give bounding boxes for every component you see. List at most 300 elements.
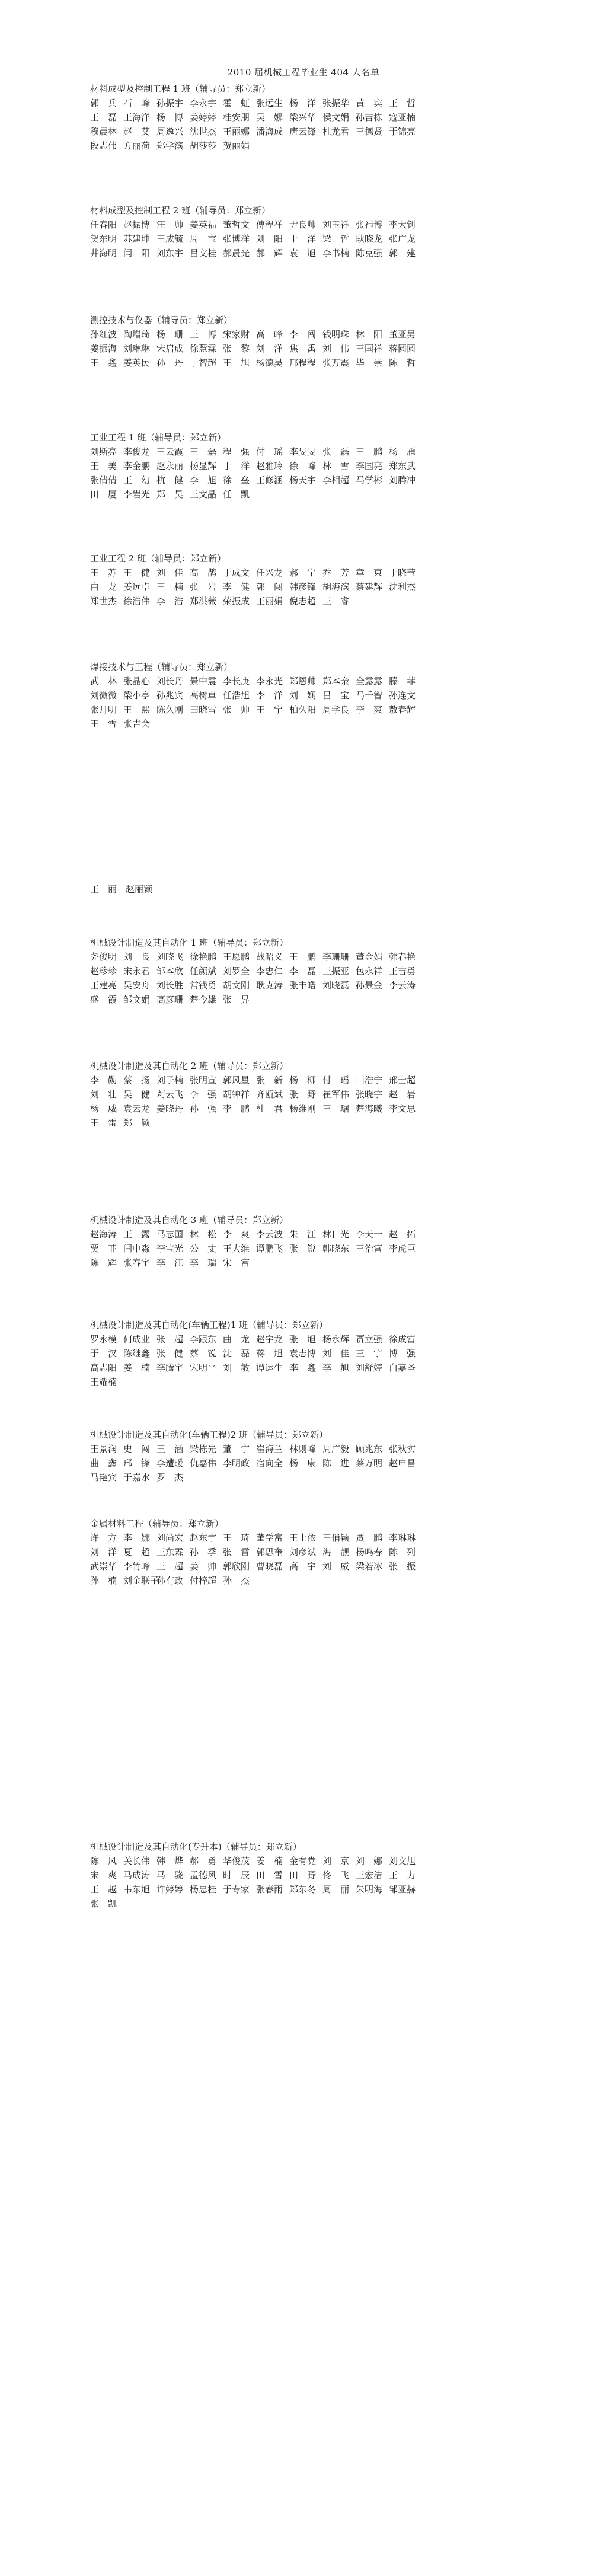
section-heading: 焊接技术与工程（辅导员：郑立新）	[90, 662, 233, 672]
student-name: 李虎臣	[389, 1243, 416, 1254]
student-name: 韩春艳	[389, 952, 416, 962]
student-name: 付 瑶	[256, 446, 283, 457]
document-title: 2010 届机械工程毕业生 404 人名单	[227, 67, 380, 78]
student-name: 章 東	[356, 567, 383, 578]
student-name: 敖春辉	[389, 704, 416, 715]
student-name: 周 宝	[190, 234, 217, 244]
student-name: 陈继鑫	[123, 1348, 151, 1359]
student-name: 王 力	[389, 1870, 416, 1881]
student-name: 王 熙	[123, 704, 151, 715]
student-name: 李云涛	[389, 980, 416, 991]
student-name: 刘 娜	[356, 1856, 383, 1866]
student-name: 张祎博	[356, 219, 383, 230]
student-name: 刘罗全	[223, 966, 250, 976]
student-name: 赵宇龙	[256, 1334, 283, 1345]
student-name: 刘金联子	[123, 1575, 159, 1586]
student-name: 郭欣刚	[223, 1561, 250, 1572]
student-name: 于 洋	[223, 461, 250, 471]
student-name: 刘 阳	[256, 234, 283, 244]
name-grid	[90, 951, 422, 1005]
student-name: 段志伟	[90, 141, 117, 151]
student-name: 沈世杰	[190, 126, 217, 137]
student-name: 郭 闯	[256, 582, 283, 592]
student-name: 邢程程	[289, 357, 317, 368]
student-name: 黄 宾	[356, 98, 383, 108]
student-name: 田 野	[289, 1870, 317, 1881]
name-grid	[90, 1074, 422, 1129]
student-name: 刘东宇	[156, 248, 184, 258]
student-name: 吕 宝	[322, 690, 350, 701]
student-name: 郝 宁	[289, 567, 317, 578]
student-name: 李 江	[156, 1257, 184, 1268]
student-name: 王 幻	[123, 475, 151, 486]
student-name: 杜龙君	[322, 126, 350, 137]
student-name: 任春阳	[90, 219, 117, 230]
student-name: 谭鹏飞	[256, 1243, 283, 1254]
student-name: 刘斯亮	[90, 446, 117, 457]
student-name: 王 琚	[322, 1103, 350, 1114]
student-name: 柏久阳	[289, 704, 317, 715]
student-name: 常钱勇	[190, 980, 217, 991]
student-name: 田 雪	[256, 1870, 283, 1881]
section-heading: 材料成型及控制工程 2 班（辅导员：郑立新）	[90, 205, 271, 216]
student-name: 张 锐	[289, 1243, 317, 1254]
student-name: 梁小亭	[123, 690, 151, 701]
section-heading: 机械设计制造及其自动化 3 班（辅导员：郑立新）	[90, 1215, 289, 1225]
student-name: 王 旭	[223, 357, 250, 368]
name-grid	[90, 675, 422, 730]
student-name: 马志国	[156, 1229, 184, 1240]
student-name: 任兴龙	[256, 567, 283, 578]
name-grid	[90, 567, 422, 607]
student-name: 李 闯	[289, 329, 317, 340]
student-name: 潘海成	[256, 126, 283, 137]
student-name: 李旻旻	[289, 446, 317, 457]
student-name: 宋 富	[223, 1257, 250, 1268]
student-name: 张月明	[90, 704, 117, 715]
student-name: 贺丽娟	[223, 141, 250, 151]
student-name: 石 峰	[123, 98, 151, 108]
student-name: 郝 辉	[256, 248, 283, 258]
section-11	[90, 1319, 422, 1388]
student-name: 王 鹏	[356, 446, 383, 457]
section-1	[90, 83, 422, 152]
student-name: 姜 楠	[123, 1362, 151, 1373]
student-name: 邹本欣	[156, 966, 184, 976]
student-name: 梁若冰	[356, 1561, 383, 1572]
student-name: 朱明海	[356, 1884, 383, 1895]
student-name: 周广毅	[322, 1444, 350, 1454]
student-name: 刘 佳	[156, 567, 184, 578]
section-10	[90, 1214, 422, 1269]
student-name: 刘 京	[322, 1856, 350, 1866]
student-name: 王文晶	[190, 489, 217, 500]
student-name: 曲 鑫	[90, 1458, 117, 1469]
student-name: 孙兆宾	[156, 690, 184, 701]
student-name: 杨德昊	[256, 357, 283, 368]
student-name: 李 勋	[90, 1075, 117, 1086]
student-name: 吕文桂	[190, 248, 217, 258]
student-name: 王 超	[156, 1561, 184, 1572]
student-name: 刘长胜	[156, 980, 184, 991]
student-name: 韩晓东	[322, 1243, 350, 1254]
student-name: 楚今雄	[190, 994, 217, 1005]
student-name: 毕 崇	[356, 357, 383, 368]
student-name: 韩彦锋	[289, 582, 317, 592]
student-name: 孙 杰	[223, 1575, 250, 1586]
student-name: 王宏洁	[356, 1870, 383, 1881]
student-name: 刘文旭	[389, 1856, 416, 1866]
student-name: 谭运生	[256, 1362, 283, 1373]
student-name: 赵申昌	[389, 1458, 416, 1469]
section-4	[90, 432, 422, 500]
student-name: 梁兴华	[289, 112, 317, 123]
student-name: 韩 烨	[156, 1856, 184, 1866]
student-name: 景中震	[190, 676, 217, 687]
student-name: 李 鹏	[223, 1103, 250, 1114]
student-name: 刘 良	[123, 952, 151, 962]
student-name: 张晶心	[123, 676, 151, 687]
student-name: 林 阳	[356, 329, 383, 340]
student-name: 李 爽	[223, 1229, 250, 1240]
student-name: 林 雪	[322, 461, 350, 471]
student-name: 张倩倩	[90, 475, 117, 486]
student-name: 李书楠	[322, 248, 350, 258]
section-heading: 机械设计制造及其自动化(车辆工程)2 班（辅导员：郑立新）	[90, 1429, 328, 1440]
student-name: 胡海滨	[322, 582, 350, 592]
section-heading: 金属材料工程（辅导员：郑立新）	[90, 1518, 224, 1529]
student-name: 崔海兰	[256, 1444, 283, 1454]
student-name: 唐云锋	[289, 126, 317, 137]
student-name: 张丰皓	[289, 980, 317, 991]
student-name: 袁 旭	[289, 248, 317, 258]
student-name: 刘 壮	[90, 1089, 117, 1100]
student-name: 汪 帅	[156, 219, 184, 230]
student-name: 张广龙	[389, 234, 416, 244]
student-name: 蔡 扬	[123, 1075, 151, 1086]
student-name: 杨 珊	[156, 329, 184, 340]
student-name: 王治富	[356, 1243, 383, 1254]
student-name: 林日光	[322, 1229, 350, 1240]
student-name: 杨 雁	[389, 446, 416, 457]
student-name: 王 哲	[389, 98, 416, 108]
student-name: 孙 丹	[156, 357, 184, 368]
student-name: 杨永辉	[322, 1334, 350, 1345]
student-name: 赵 艾	[123, 126, 151, 137]
student-name: 侯文娟	[322, 112, 350, 123]
student-name: 任颜斌	[190, 966, 217, 976]
student-name: 马艳宾	[90, 1472, 117, 1483]
student-name: 马千智	[356, 690, 383, 701]
student-name: 李忠仁	[256, 966, 283, 976]
student-name: 张 磊	[322, 446, 350, 457]
student-name: 张 黎	[223, 343, 250, 354]
student-name: 刘长丹	[156, 676, 184, 687]
student-name: 王德贤	[356, 126, 383, 137]
student-name: 陈 列	[389, 1547, 416, 1557]
student-name: 李明政	[223, 1458, 250, 1469]
student-name: 寇亚楠	[389, 112, 416, 123]
student-name: 倪志超	[289, 596, 317, 607]
student-name: 李 娜	[123, 1533, 151, 1543]
student-name: 赵 岩	[389, 1089, 416, 1100]
student-name: 王俏颖	[322, 1533, 350, 1543]
student-name: 郑洪薇	[190, 596, 217, 607]
student-name: 曲 龙	[223, 1334, 250, 1345]
student-name: 赵东宇	[190, 1533, 217, 1543]
student-name: 尹良帅	[289, 219, 317, 230]
student-name: 刘子楠	[156, 1075, 184, 1086]
student-name: 张晓宇	[356, 1089, 383, 1100]
student-name: 张明宣	[190, 1075, 217, 1086]
student-name: 胡文刚	[223, 980, 250, 991]
student-name: 王 睿	[322, 596, 350, 607]
student-name: 李 健	[223, 582, 250, 592]
student-name: 战昭义	[256, 952, 283, 962]
student-name: 蔡 锐	[190, 1348, 217, 1359]
student-name: 李跟东	[190, 1334, 217, 1345]
student-name: 于 汉	[90, 1348, 117, 1359]
student-name: 王修涵	[256, 475, 283, 486]
student-name: 王 雷	[90, 1118, 117, 1128]
section-heading: 机械设计制造及其自动化 1 班（辅导员：郑立新）	[90, 937, 289, 948]
student-name: 李永光	[256, 676, 283, 687]
student-name: 林 松	[190, 1229, 217, 1240]
student-name: 王 宁	[256, 704, 283, 715]
student-name: 杜 君	[256, 1103, 283, 1114]
student-name: 苏建坤	[123, 234, 151, 244]
student-name: 马学彬	[356, 475, 383, 486]
student-name: 王国祥	[356, 343, 383, 354]
student-name: 王 越	[90, 1884, 117, 1895]
student-name: 蒋圆圆	[389, 343, 416, 354]
student-name: 刘微微	[90, 690, 117, 701]
student-name: 穆晨林	[90, 126, 117, 137]
student-name: 郑恩帅	[289, 676, 317, 687]
student-name: 沈 磊	[223, 1348, 250, 1359]
student-name: 董亚男	[389, 329, 416, 340]
student-name: 田晓雪	[190, 704, 217, 715]
student-name: 井海明	[90, 248, 117, 258]
student-name: 宋永君	[123, 966, 151, 976]
student-name: 宋启成	[156, 343, 184, 354]
student-name: 吴 娜	[256, 112, 283, 123]
student-name: 高志阳	[90, 1362, 117, 1373]
student-name: 全露露	[356, 676, 383, 687]
student-name: 包永祥	[356, 966, 383, 976]
student-name: 曹晓磊	[256, 1561, 283, 1572]
student-name: 李珊珊	[322, 952, 350, 962]
student-name: 武 林	[90, 676, 117, 687]
student-name: 尧俊明	[90, 952, 117, 962]
student-name: 姜英民	[123, 357, 151, 368]
name-grid	[90, 1333, 422, 1388]
student-name: 赵振博	[123, 219, 151, 230]
student-name: 乔 芳	[322, 567, 350, 578]
student-name: 华俊茂	[223, 1856, 250, 1866]
student-name: 许 方	[90, 1533, 117, 1543]
student-name: 杨 威	[90, 1103, 117, 1114]
student-name: 宋 爽	[90, 1870, 117, 1881]
student-name: 赵 拓	[389, 1229, 416, 1240]
name-grid	[90, 1228, 422, 1269]
student-name: 张春雨	[256, 1884, 283, 1895]
student-name: 李金鹏	[123, 461, 151, 471]
student-name: 孙连文	[389, 690, 416, 701]
student-name: 李 瑞	[190, 1257, 217, 1268]
student-name: 张吉会	[123, 719, 151, 729]
student-name: 李文思	[389, 1103, 416, 1114]
student-name: 杨显辉	[190, 461, 217, 471]
student-name: 郑东冬	[289, 1884, 317, 1895]
student-name: 张 岩	[190, 582, 217, 592]
student-name: 刘舒婷	[356, 1362, 383, 1373]
student-name: 董金娟	[356, 952, 383, 962]
student-name: 王丽娜	[223, 126, 250, 137]
student-name: 崔军伟	[322, 1089, 350, 1100]
student-name: 陈克强	[356, 248, 383, 258]
student-name: 邹文娟	[123, 994, 151, 1005]
student-name: 杨 康	[289, 1458, 317, 1469]
section-12	[90, 1429, 422, 1483]
student-name: 刘 洋	[90, 1547, 117, 1557]
section-heading: 工业工程 1 班（辅导员：郑立新）	[90, 432, 226, 443]
student-name: 李宝光	[156, 1243, 184, 1254]
student-name: 李大钊	[389, 219, 416, 230]
name-grid	[90, 219, 422, 259]
student-name: 张 昇	[223, 994, 250, 1005]
student-name: 郑世杰	[90, 596, 117, 607]
student-name: 何成业	[123, 1334, 151, 1345]
student-name: 张 帅	[223, 704, 250, 715]
student-name: 杨鸣春	[356, 1547, 383, 1557]
student-name: 罗 杰	[156, 1472, 184, 1483]
student-name: 孙有政	[156, 1575, 184, 1586]
student-name: 武崇华	[90, 1561, 117, 1572]
section-2	[90, 205, 422, 259]
student-name: 史 闯	[123, 1444, 151, 1454]
name-grid	[90, 446, 422, 500]
student-name: 王大维	[223, 1243, 250, 1254]
student-name: 郑本亲	[322, 676, 350, 687]
student-name: 李竹峰	[123, 1561, 151, 1572]
student-name: 赵海涛	[90, 1229, 117, 1240]
student-name: 莉云飞	[156, 1089, 184, 1100]
student-name: 王耀楠	[90, 1377, 117, 1387]
student-name: 王 苏	[90, 567, 117, 578]
student-name: 孙吉栋	[356, 112, 383, 123]
student-name: 李 洋	[256, 690, 283, 701]
student-name: 王 楠	[156, 582, 184, 592]
student-name: 李琳琳	[389, 1533, 416, 1543]
name-grid	[90, 328, 422, 369]
student-name: 任 凯	[223, 489, 250, 500]
section-5	[90, 553, 422, 607]
student-name: 孙 季	[190, 1547, 217, 1557]
section-7	[90, 883, 422, 898]
student-name: 徐浩伟	[123, 596, 151, 607]
student-name: 王海洋	[123, 112, 151, 123]
student-name: 耿晓龙	[356, 234, 383, 244]
student-name: 孙振宇	[156, 98, 184, 108]
student-name: 李 强	[190, 1089, 217, 1100]
student-name: 沈利杰	[389, 582, 416, 592]
student-name: 蔡建辉	[356, 582, 383, 592]
student-name: 关长伟	[123, 1856, 151, 1866]
section-8	[90, 937, 422, 1005]
student-name: 李 旭	[322, 1362, 350, 1373]
student-name: 贾 鹏	[356, 1533, 383, 1543]
student-name: 郑 颖	[123, 1118, 151, 1128]
section-14	[90, 1841, 422, 1910]
student-name: 杨天宇	[289, 475, 317, 486]
student-name: 张秋实	[389, 1444, 416, 1454]
student-name: 赵珍珍	[90, 966, 117, 976]
student-name: 张 雷	[223, 1547, 250, 1557]
student-name: 郭思奎	[256, 1547, 283, 1557]
student-name: 郑学滨	[156, 141, 184, 151]
student-name: 于嘉水	[123, 1472, 151, 1483]
student-name: 陈 辉	[90, 1257, 117, 1268]
student-name: 赵雅玲	[256, 461, 283, 471]
student-name: 袁云龙	[123, 1103, 151, 1114]
student-name: 闫 阳	[123, 248, 151, 258]
student-name: 田浩宁	[356, 1075, 383, 1086]
student-name: 姜振海	[90, 343, 117, 354]
student-name: 赵永丽	[156, 461, 184, 471]
student-name: 滕 菲	[389, 676, 416, 687]
student-name: 吴 健	[123, 1089, 151, 1100]
student-name: 张 旭	[289, 1334, 317, 1345]
student-name: 周学良	[322, 704, 350, 715]
student-name: 姜 帅	[190, 1561, 217, 1572]
student-name: 张万震	[322, 357, 350, 368]
student-name: 佟 飞	[322, 1870, 350, 1881]
student-name: 金有党	[289, 1856, 317, 1866]
student-name: 王 鹏	[289, 952, 317, 962]
student-name: 仇嘉伟	[190, 1458, 217, 1469]
student-name: 王东霖	[156, 1547, 184, 1557]
student-name: 董 宁	[223, 1444, 250, 1454]
student-name: 田 厦	[90, 489, 117, 500]
student-name: 王 涵	[156, 1444, 184, 1454]
student-name: 刘晓磊	[322, 980, 350, 991]
student-name: 李 浩	[156, 596, 184, 607]
section-heading: 机械设计制造及其自动化(车辆工程)1 班（辅导员：郑立新）	[90, 1320, 328, 1330]
student-name: 姜晓丹	[156, 1103, 184, 1114]
student-name: 刘尚宏	[156, 1533, 184, 1543]
student-name: 楚海曦	[356, 1103, 383, 1114]
student-name: 孙景金	[356, 980, 383, 991]
student-name: 徐 垒	[223, 475, 250, 486]
section-heading: 机械设计制造及其自动化(专升本)（辅导员：郑立新）	[90, 1841, 302, 1852]
student-name: 朱 江	[289, 1229, 317, 1240]
student-name: 宋明平	[190, 1362, 217, 1373]
student-name: 李 磊	[289, 966, 317, 976]
student-name: 钱明珠	[322, 329, 350, 340]
student-name: 高树卓	[190, 690, 217, 701]
student-name: 李永宇	[190, 98, 217, 108]
name-grid	[90, 97, 422, 152]
student-name: 王 露	[123, 1229, 151, 1240]
student-name: 任浩旭	[223, 690, 250, 701]
student-name: 白嘉圣	[389, 1362, 416, 1373]
student-name: 张 振	[389, 1561, 416, 1572]
student-name: 张 超	[156, 1334, 184, 1345]
student-name: 王 雪	[90, 719, 117, 729]
student-name: 陈久刚	[156, 704, 184, 715]
student-name: 姜 楠	[256, 1856, 283, 1866]
